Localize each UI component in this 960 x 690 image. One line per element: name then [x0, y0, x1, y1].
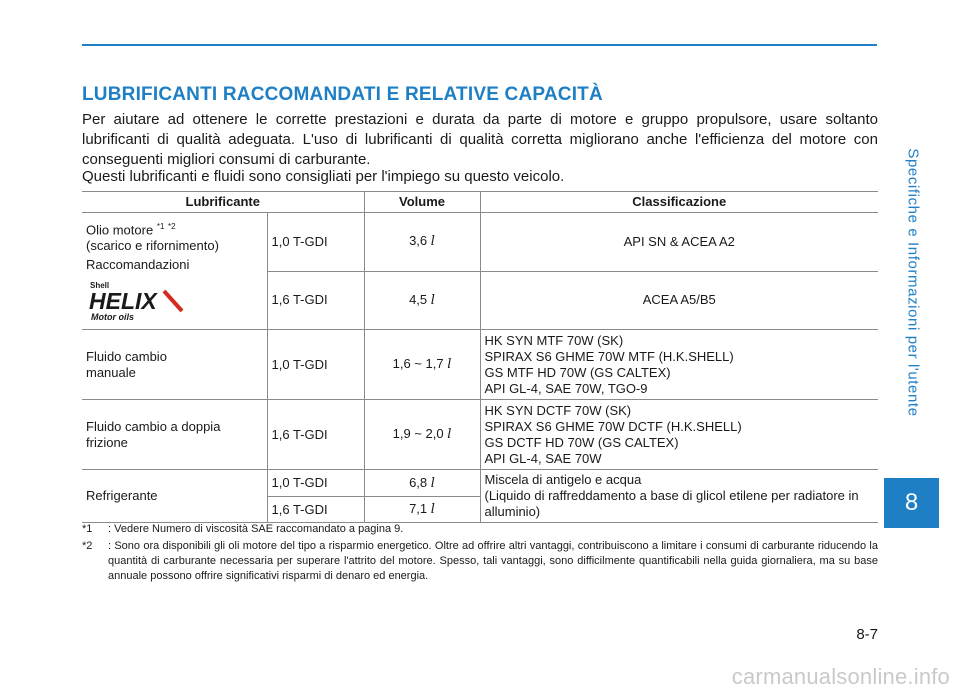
volume-cell: 6,8 l [364, 470, 480, 497]
chapter-tab[interactable]: 8 [884, 478, 939, 528]
header-classification: Classificazione [480, 192, 878, 213]
header-lubricant: Lubrificante [82, 192, 364, 213]
footnotes [82, 522, 878, 586]
engine-cell: 1,0 T-GDI [267, 330, 364, 400]
volume-cell: 7,1 l [364, 496, 480, 523]
engine-cell: 1,6 T-GDI [267, 496, 364, 523]
class-cell: API SN & ACEA A2 [480, 213, 878, 272]
class-cell: ACEA A5/B5 [480, 271, 878, 330]
engine-cell: 1,6 T-GDI [267, 271, 364, 330]
intro-paragraph: Per aiutare ad ottenere le corrette prestazioni e durata da parte di motore e gruppo propulsore, usare soltanto lubrificanti di qualità adeguata. L'uso di lubrificanti di qualità corretta migliorano anche l'efficienza del motore con conseguenti migliori consumi di carburante. [82, 111, 878, 168]
footnote: *1 : Vedere Numero di viscosità SAE raccomandato a pagina 9. [82, 523, 404, 535]
engine-cell: 1,0 T-GDI [267, 213, 364, 272]
table-row [82, 470, 878, 497]
volume-cell: 1,9 ~ 2,0 l [364, 400, 480, 470]
logo-x-mark [164, 291, 182, 311]
engine-cell: 1,0 T-GDI [267, 470, 364, 497]
manual-fluid-label: Fluido cambio manuale [82, 330, 267, 400]
volume-cell: 4,5 l [364, 271, 480, 330]
volume-cell: 3,6 l [364, 213, 480, 272]
table-header-row [82, 192, 878, 213]
header-volume: Volume [364, 192, 480, 213]
engine-oil-cell [82, 213, 267, 330]
class-cell: HK SYN MTF 70W (SK) SPIRAX S6 GHME 70W MTF (H.K.SHELL) GS MTF HD 70W (GS CALTEX) API GL-4, SAE 70W, TGO-9 [480, 330, 878, 400]
note-ref-1: *1 [156, 222, 165, 231]
engine-oil-label: Olio motore $^{*1}$ $^{*2}$ [86, 222, 176, 238]
dct-fluid-label: Fluido cambio a doppia frizione [82, 400, 267, 470]
engine-oil-recommend: Raccomandazioni [86, 257, 190, 273]
engine-oil-sub: (scarico e rifornimento) [86, 238, 219, 254]
top-rule [82, 44, 877, 46]
chapter-side-label: Specifiche e Informazioni per l'utente [904, 147, 922, 417]
volume-cell: 1,6 ~ 1,7 l [364, 330, 480, 400]
footnote: *2 : Sono ora disponibili gli oli motore del tipo a risparmio energetico. Oltre ad offrire altri vantaggi, contribuiscono a limitare i consumi di carburante riducendo la quantità di carburante necessaria per superare l'attrito del motore. Spesso, tali vantaggi, sono difficilmente quantificabili nella guida giornaliera, ma su base annuale possono offrire significativi risparmi di denaro ed energia. [82, 540, 878, 582]
section-title: LUBRIFICANTI RACCOMANDATI E RELATIVE CAPACITÀ [82, 84, 603, 105]
logo-name: HELIX [89, 288, 157, 315]
intro-paragraph-2: Questi lubrificanti e fluidi sono consigliati per l'impiego su questo veicolo. [82, 168, 565, 185]
class-cell: Miscela di antigelo e acqua (Liquido di raffreddamento a base di glicol etilene per radiatore in alluminio) [480, 470, 878, 523]
shell-helix-logo [86, 279, 186, 323]
lubricants-table [82, 191, 878, 523]
note-ref-2: *2 [168, 222, 176, 231]
engine-cell: 1,6 T-GDI [267, 400, 364, 470]
watermark: carmanualsonline.info [731, 664, 950, 689]
table-row [82, 400, 878, 470]
class-cell: HK SYN DCTF 70W (SK) SPIRAX S6 GHME 70W DCTF (H.K.SHELL) GS DCTF HD 70W (GS CALTEX) API GL-4, SAE 70W [480, 400, 878, 470]
page-number: 8-7 [856, 626, 878, 643]
logo-brand: Shell [90, 281, 110, 291]
logo-sub: Motor oils [91, 312, 134, 323]
table-row [82, 330, 878, 400]
table-row [82, 213, 878, 272]
coolant-label: Refrigerante [82, 470, 267, 523]
